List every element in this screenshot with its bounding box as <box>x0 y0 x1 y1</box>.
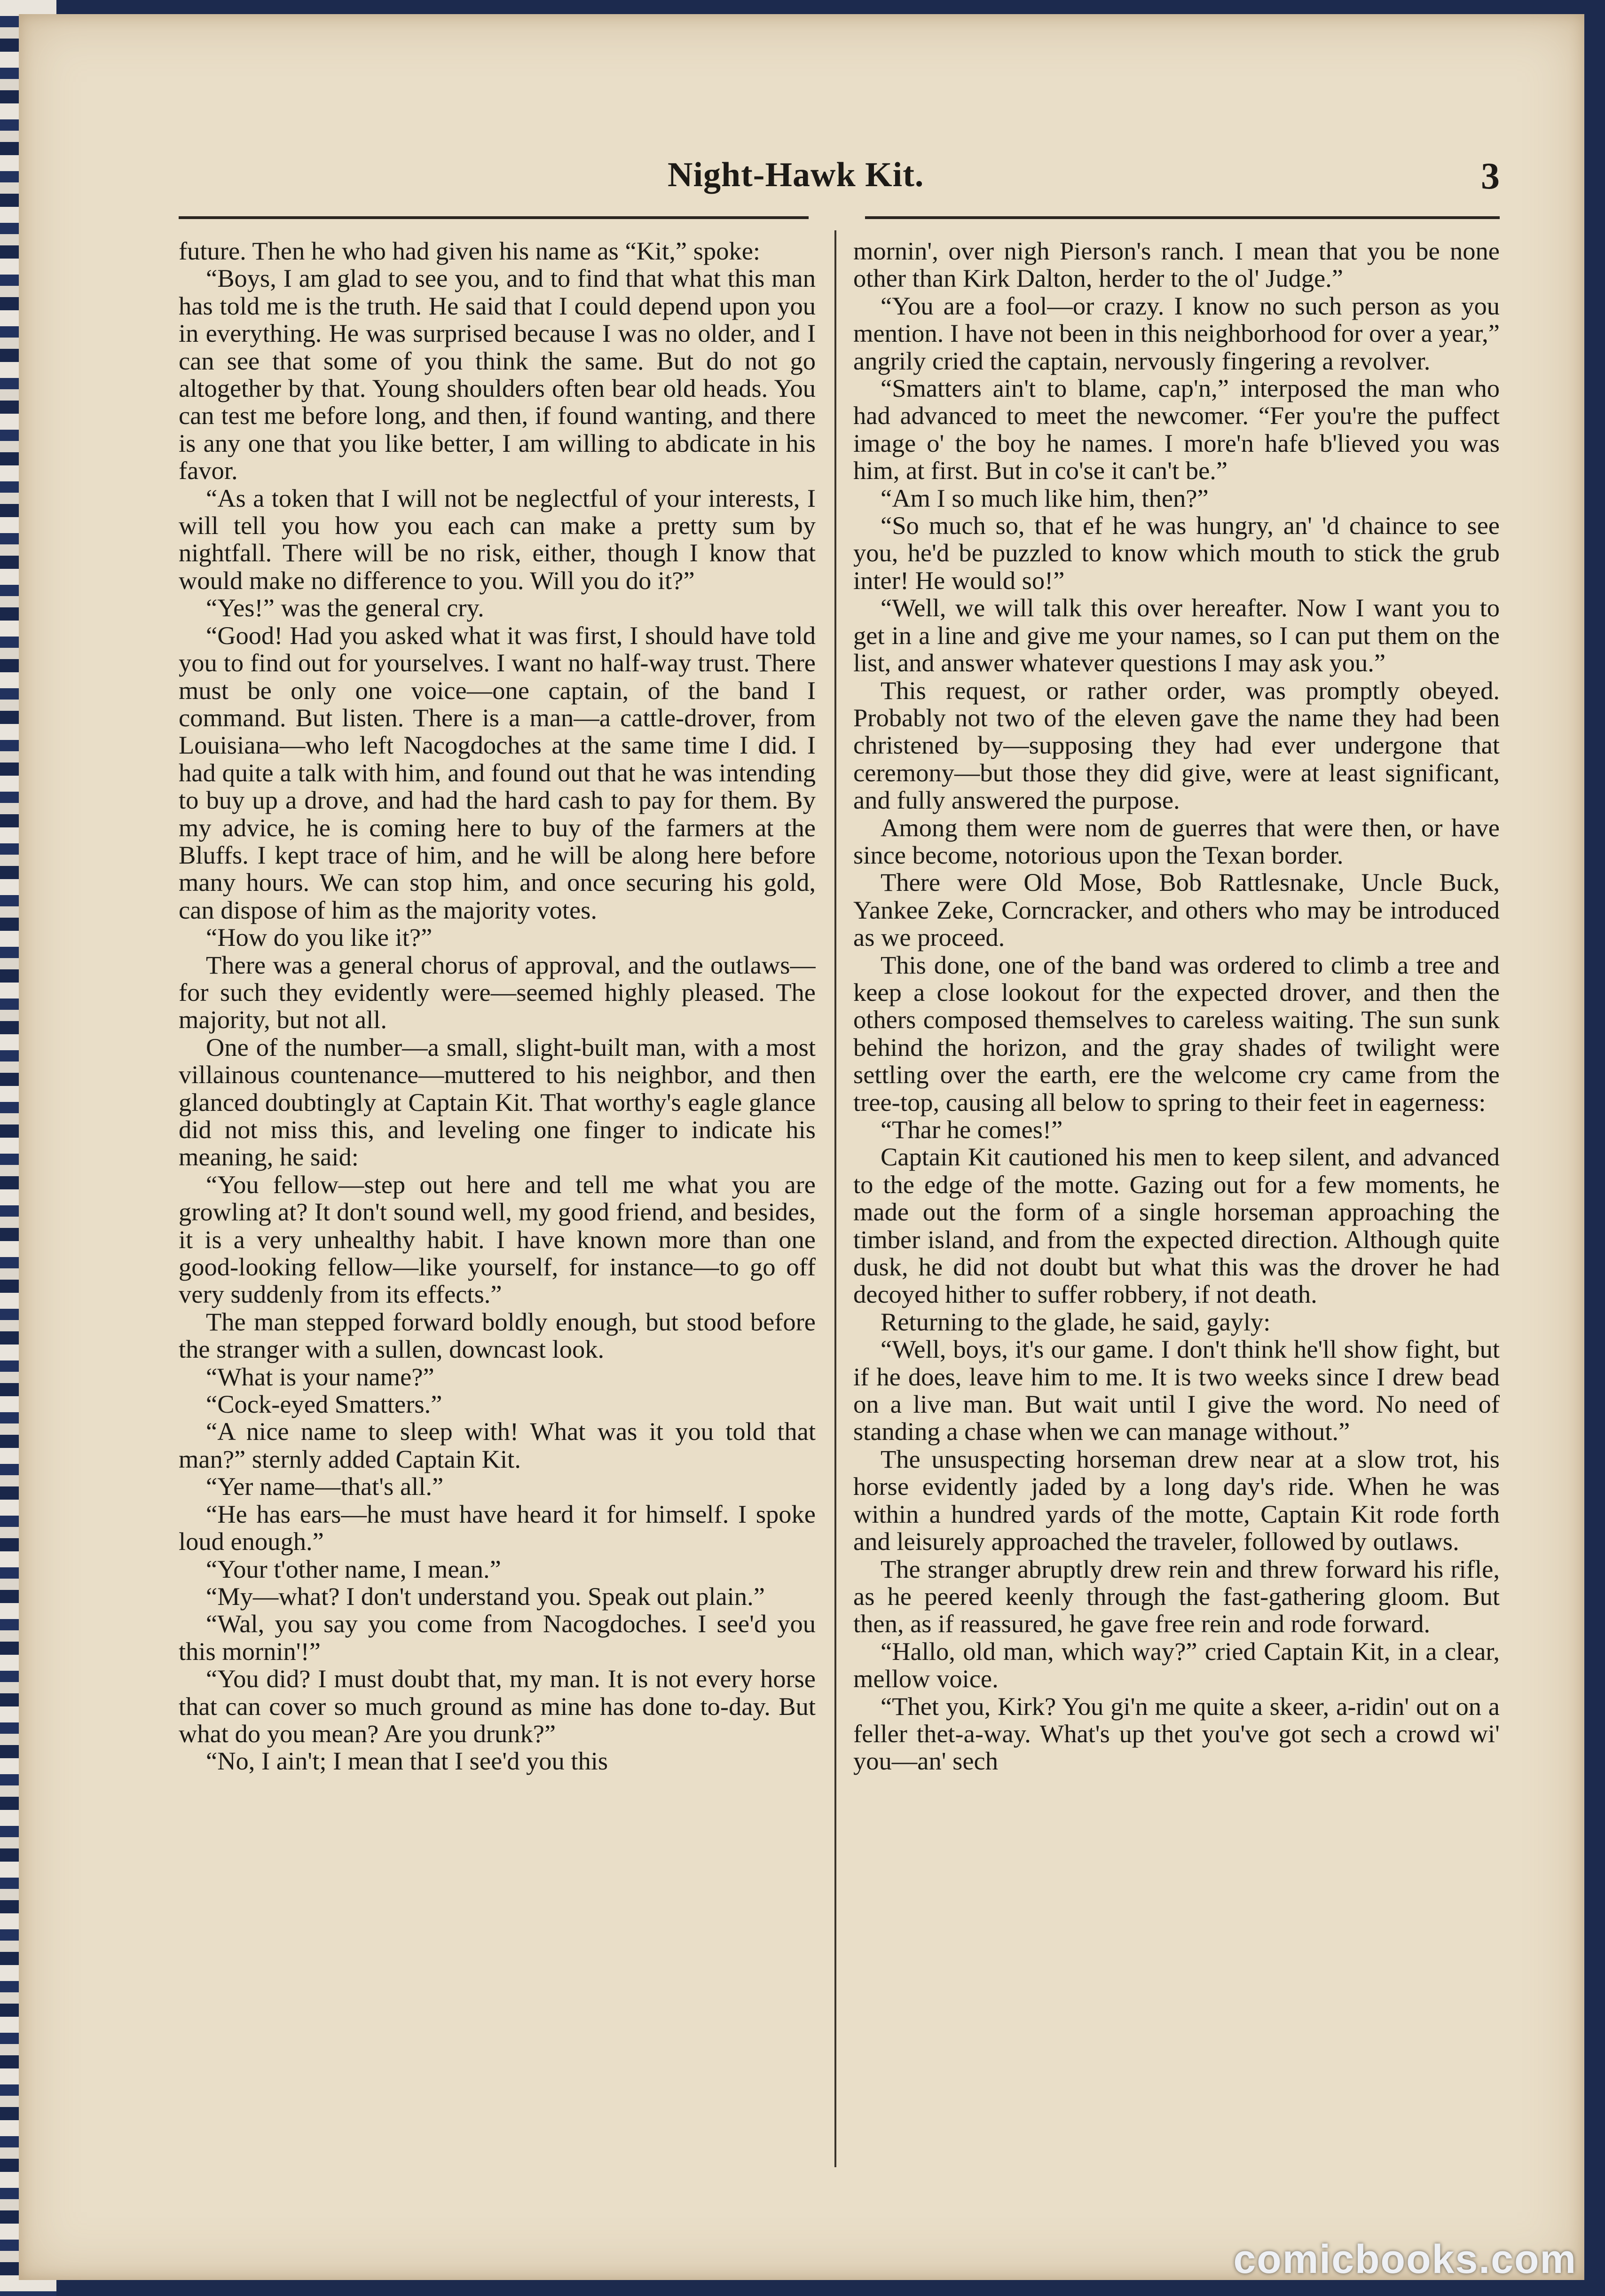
paragraph: “What is your name?” <box>206 1362 434 1391</box>
paragraph: The stranger abruptly drew rein and threw forward his rifle, as he peered keenly through the fast-gathering gloom. But then, as if reassured, he gave free rein and rode forward. <box>853 1554 1500 1638</box>
paragraph: Returning to the glade, he said, gayly: <box>881 1307 1271 1336</box>
paragraph: This done, one of the band was ordered to climb a tree and keep a close lookout for the expected drover, and then the others composed themselves to careless waiting. The sun sunk behind the horizon, and the gray shades of twilight were settling over the earth, ere the welcome cry came from the tree-top, causing all below to spring to their feet in eagerness: <box>853 950 1500 1117</box>
paragraph: “Well, we will talk this over hereafter. Now I want you to get in a line and give me your names, so I can put them on the list, and answer whatever questions I may ask you.” <box>853 593 1500 677</box>
paragraph: “Thar he comes!” <box>881 1115 1063 1144</box>
page-header <box>160 150 1504 202</box>
paragraph: “Smatters ain't to blame, cap'n,” interposed the man who had advanced to meet the newcomer. “Fer you're the puffect image o' the boy he names. I more'n hafe b'lieved you was him, at first. But in co'se it can't be.” <box>853 374 1500 485</box>
right-column <box>853 237 1500 2174</box>
paragraph: There were Old Mose, Bob Rattlesnake, Uncle Buck, Yankee Zeke, Corncracker, and others who may be introduced as we proceed. <box>853 868 1500 952</box>
paragraph: “A nice name to sleep with! What was it you told that man?” sternly added Captain Kit. <box>179 1417 816 1473</box>
page-content <box>160 136 1504 2214</box>
paragraph: “Cock-eyed Smatters.” <box>206 1390 442 1419</box>
paragraph: “He has ears—he must have heard it for himself. I spoke loud enough.” <box>179 1499 816 1556</box>
paragraph: “Your t'other name, I mean.” <box>206 1554 501 1583</box>
paragraph: “Hallo, old man, which way?” cried Captain Kit, in a clear, mellow voice. <box>853 1636 1500 1693</box>
magazine-page <box>19 14 1584 2280</box>
paragraph: “Am I so much like him, then?” <box>881 483 1209 512</box>
paragraph: “Well, boys, it's our game. I don't think he'll show fight, but if he does, leave him to me. It is two weeks since I drew bead on a live man. But wait until I give the word. No need of standing a chase when we can manage without.” <box>853 1335 1500 1446</box>
paragraph: “You are a fool—or crazy. I know no such person as you mention. I have not been in this neighborhood for over a year,” angrily cried the captain, nervously fingering a revolver. <box>853 291 1500 375</box>
paragraph: There was a general chorus of approval, and the outlaws—for such they evidently were—seemed highly pleased. The majority, but not all. <box>179 950 816 1034</box>
column-divider <box>834 230 836 2167</box>
paragraph: Among them were nom de guerres that were then, or have since become, notorious upon the Texan border. <box>853 813 1500 869</box>
header-rule-right <box>865 216 1500 219</box>
paragraph: mornin', over nigh Pierson's ranch. I mean that you be none other than Kirk Dalton, herder to the ol' Judge.” <box>853 237 1500 293</box>
paragraph: “How do you like it?” <box>206 923 433 952</box>
paragraph: “Yes!” was the general cry. <box>206 593 484 622</box>
left-column <box>179 237 816 2174</box>
header-rule-left <box>179 216 809 219</box>
paragraph: Captain Kit cautioned his men to keep silent, and advanced to the edge of the motte. Gazing out for a few moments, he made out the form of a single horseman approaching the timber island, and from the expected direction. Although quite dusk, he did not doubt but what this was the drover he had decoyed hither to suffer robbery, if not death. <box>853 1142 1500 1309</box>
paragraph: “No, I ain't; I mean that I see'd you this <box>206 1746 608 1776</box>
running-title: Night-Hawk Kit. <box>668 156 924 194</box>
paragraph: “Good! Had you asked what it was first, I should have told you to find out for yourselves. I want no half-way trust. There must be only one voice—one captain, of the band I command. But listen. There is a man—a cattle-drover, from Louisiana—who left Nacogdoches at the same time I did. I had quite a talk with him, and found out that he was intending to buy up a drove, and had the hard cash to pay for them. By my advice, he is coming here to buy of the farmers at the Bluffs. I kept trace of him, and he will be along here before many hours. We can stop him, and once securing his gold, can dispose of him as the majority votes. <box>179 621 816 924</box>
watermark: comicbooks.com <box>1233 2237 1577 2282</box>
paragraph: “Wal, you say you come from Nacogdoches. I see'd you this mornin'!” <box>179 1609 816 1666</box>
paragraph: future. Then he who had given his name as “Kit,” spoke: <box>179 237 761 265</box>
paragraph: “So much so, that ef he was hungry, an' 'd chaince to see you, he'd be puzzled to know which mouth to stick the grub inter! He would so!” <box>853 511 1500 595</box>
paragraph: “Boys, I am glad to see you, and to find that what this man has told me is the truth. He said that I could depend upon you in everything. He was surprised because I was no older, and I can see that some of you think the same. But do not go altogether by that. Young shoulders often bear old heads. You can test me before long, and then, if found wanting, and there is any one that you like better, I am willing to abdicate in his favor. <box>179 264 816 485</box>
paragraph: “Thet you, Kirk? You gi'n me quite a skeer, a-ridin' out on a feller thet-a-way. What's up thet you've got sech a crowd wi' you—an' sech <box>853 1691 1500 1776</box>
page-number: 3 <box>1481 156 1500 197</box>
paragraph: One of the number—a small, slight-built man, with a most villainous countenance—muttered to his neighbor, and then glanced doubtingly at Captain Kit. That worthy's eagle glance did not miss this, and leveling one finger to indicate his meaning, he said: <box>179 1032 816 1172</box>
paragraph: “Yer name—that's all.” <box>206 1472 444 1501</box>
paragraph: The man stepped forward boldly enough, but stood before the stranger with a sullen, downcast look. <box>179 1307 816 1364</box>
paragraph: “As a token that I will not be neglectful of your interests, I will tell you how you each can make a pretty sum by nightfall. There will be no risk, either, though I know that would make no difference to you. Will you do it?” <box>179 483 816 595</box>
paragraph: “You fellow—step out here and tell me what you are growling at? It don't sound well, my good friend, and besides, it is a very unhealthy habit. I have known more than one good-looking fellow—like yourself, for instance—to go off very suddenly from its effects.” <box>179 1170 816 1309</box>
paragraph: “You did? I must doubt that, my man. It is not every horse that can cover so much ground as mine has done to-day. But what do you mean? Are you drunk?” <box>179 1664 816 1748</box>
paragraph: “My—what? I don't understand you. Speak out plain.” <box>206 1581 765 1611</box>
paragraph: This request, or rather order, was promptly obeyed. Probably not two of the eleven gave the name they had been christened by—supposing they had ever undergone that ceremony—but those they did give, were at least significant, and fully answered the purpose. <box>853 676 1500 815</box>
paragraph: The unsuspecting horseman drew near at a slow trot, his horse evidently jaded by a long day's ride. When he was within a hundred yards of the motte, Captain Kit rode forth and leisurely approached the traveler, followed by outlaws. <box>853 1444 1500 1556</box>
